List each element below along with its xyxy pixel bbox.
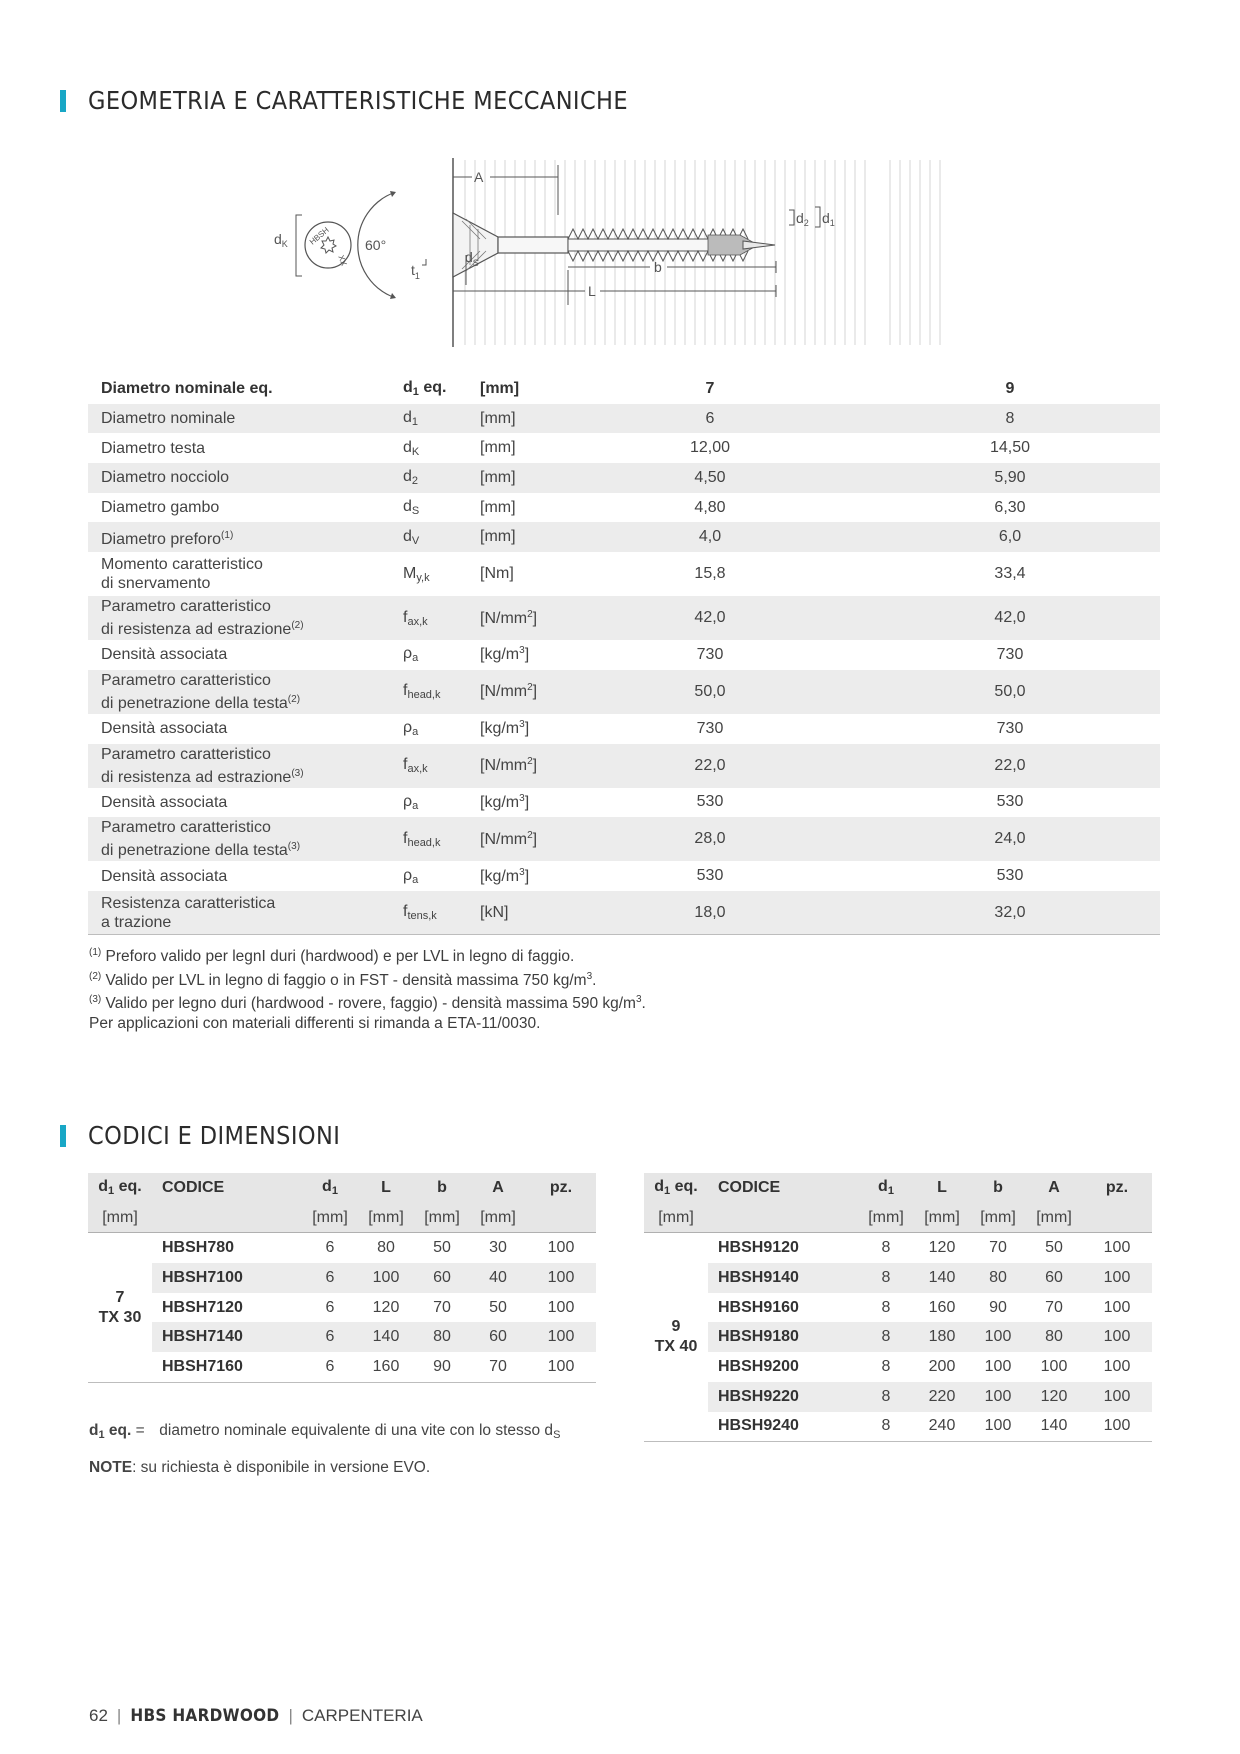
- cell-b: 70: [433, 1298, 451, 1316]
- unit-mm: [mm]: [312, 1208, 348, 1226]
- value-d9: 530: [996, 867, 1024, 885]
- cell-A: 50: [1045, 1239, 1063, 1257]
- table-header-row: [644, 1173, 1152, 1203]
- col-d1: $d_1$: [322, 1178, 338, 1198]
- table-row: [644, 1322, 1152, 1352]
- property-label: Diametro gambo: [101, 499, 220, 517]
- cell-A: 30: [489, 1239, 507, 1257]
- product-code: HBSH7120: [162, 1298, 243, 1316]
- property-label: Diametro testa: [101, 439, 206, 457]
- head-marking-text: HBSH: [307, 225, 331, 247]
- property-unit: [mm]: [480, 498, 516, 516]
- value-d7: 28,0: [694, 830, 726, 848]
- table-row: [644, 1233, 1152, 1263]
- property-unit: [mm]: [480, 439, 516, 457]
- cell-pz: 100: [1082, 1263, 1152, 1293]
- value-d7: 18,0: [694, 903, 726, 921]
- product-code: HBSH9240: [718, 1417, 799, 1435]
- table-header-row: [88, 1173, 596, 1203]
- cell-L: 80: [377, 1239, 395, 1257]
- property-unit: $[kg/m^3]$: [480, 645, 530, 664]
- value-d9: 6,0: [998, 528, 1022, 546]
- cell-L: 200: [928, 1357, 956, 1375]
- property-symbol: $\rho_a$: [403, 645, 419, 665]
- table-row: [644, 1412, 1152, 1442]
- value-d7: 42,0: [694, 609, 726, 627]
- property-unit: $[kg/m^3]$: [480, 719, 530, 738]
- col-codice: CODICE: [162, 1178, 225, 1196]
- product-code: HBSH9180: [708, 1322, 858, 1352]
- property-unit: [mm]: [480, 528, 516, 546]
- cell-b: 80: [970, 1263, 1026, 1293]
- angle-label: 60°: [365, 237, 387, 253]
- cell-d1: 8: [881, 1357, 891, 1375]
- col-d1eq: $d_1$ eq.: [98, 1178, 142, 1198]
- cell-L: 100: [358, 1263, 414, 1293]
- footer-section: CARPENTERIA: [301, 1706, 423, 1725]
- table-row: [88, 493, 1160, 523]
- col-pz: pz.: [549, 1178, 573, 1196]
- property-unit: $[N/mm^2]$: [480, 829, 538, 848]
- footer-brand: HBS HARDWOOD: [130, 1706, 280, 1726]
- footnote: $^{(2)}$ Valido per LVL in legno di faggio o in FST - densità massima 750 $kg/m^3$.: [89, 970, 597, 989]
- property-symbol: $M_{y,k}$: [403, 564, 430, 584]
- value-d9: 8: [1005, 409, 1015, 427]
- unit-mm: [mm]: [924, 1208, 960, 1226]
- col-A: A: [492, 1178, 504, 1196]
- table-row: [88, 891, 1160, 935]
- cell-L: 140: [914, 1263, 970, 1293]
- unit-mm: [mm]: [424, 1208, 460, 1226]
- product-code: HBSH7140: [152, 1322, 302, 1352]
- property-unit: [mm]: [480, 409, 516, 427]
- product-code: HBSH9120: [718, 1239, 799, 1257]
- property-label: Parametro caratteristico di penetrazione della testa$^{(3)}$: [101, 819, 301, 860]
- section-marker: [60, 90, 66, 112]
- table-row: [644, 1352, 1152, 1382]
- table-row: [88, 670, 1160, 714]
- col-codice: CODICE: [718, 1178, 781, 1196]
- table-units-row: [644, 1203, 1152, 1233]
- value-d9: 730: [996, 719, 1024, 737]
- cell-d1: 8: [881, 1298, 891, 1316]
- property-symbol: $f_{ax,k}$: [403, 756, 428, 775]
- property-label: Diametro nominale: [101, 410, 236, 428]
- screw-shank: [498, 237, 568, 253]
- cell-A: 120: [1026, 1382, 1082, 1412]
- header-col-7: 7: [705, 379, 715, 397]
- cell-b: 50: [433, 1239, 451, 1257]
- cell-pz: 100: [526, 1322, 596, 1352]
- cell-b: 100: [984, 1357, 1012, 1375]
- cell-d1: 8: [858, 1263, 914, 1293]
- cell-L: 240: [928, 1417, 956, 1435]
- cell-L: 120: [372, 1298, 400, 1316]
- value-d7: 12,00: [689, 439, 731, 457]
- col-b: b: [993, 1178, 1003, 1196]
- table-row: [88, 1293, 596, 1323]
- property-unit: $[kg/m^3]$: [480, 866, 530, 885]
- property-label: Momento caratteristico di snervamento: [101, 556, 263, 593]
- property-label: Densità associata: [101, 646, 228, 664]
- section-title-geometry: [60, 86, 628, 115]
- property-symbol: $\rho_a$: [403, 719, 419, 739]
- cell-b: 90: [989, 1298, 1007, 1316]
- property-label: Densità associata: [101, 867, 228, 885]
- diameter-group: 9 TX 40: [654, 1318, 698, 1356]
- cell-b: 60: [414, 1263, 470, 1293]
- property-unit: $[N/mm^2]$: [480, 608, 538, 627]
- d2-label: $d_2$: [796, 210, 809, 228]
- product-code: HBSH9220: [708, 1382, 858, 1412]
- value-d7: 730: [696, 645, 724, 663]
- cell-L: 180: [914, 1322, 970, 1352]
- value-d9: 33,4: [994, 565, 1026, 583]
- cell-A: 50: [489, 1298, 507, 1316]
- value-d7: 530: [696, 793, 724, 811]
- cell-b: 70: [989, 1239, 1007, 1257]
- value-d7: 4,0: [698, 528, 722, 546]
- property-symbol: $d_1$: [403, 409, 419, 429]
- property-unit: $[N/mm^2]$: [480, 756, 538, 774]
- cell-d1: 8: [858, 1382, 914, 1412]
- d1-label: $d_1$: [822, 210, 835, 228]
- cell-A: 100: [1040, 1357, 1068, 1375]
- mechanical-properties-table: [88, 374, 1160, 935]
- col-d1: $d_1$: [878, 1178, 894, 1198]
- property-symbol: $f_{head,k}$: [403, 829, 441, 849]
- cell-A: 60: [470, 1322, 526, 1352]
- screw-geometry-diagram: [274, 155, 950, 350]
- head-marking-x: XX: [336, 253, 349, 268]
- table-row: [644, 1263, 1152, 1293]
- property-symbol: $f_{head,k}$: [403, 682, 441, 702]
- table-row: [88, 1263, 596, 1293]
- dim-L-label: L: [588, 283, 596, 299]
- header-unit: [mm]: [480, 379, 520, 397]
- product-code: HBSH7100: [152, 1263, 302, 1293]
- cell-pz: 100: [1103, 1417, 1131, 1435]
- table-header-row: [88, 374, 1160, 404]
- property-symbol: $d_S$: [403, 498, 420, 518]
- unit-mm: [mm]: [658, 1208, 694, 1226]
- unit-mm: [mm]: [480, 1208, 516, 1226]
- property-symbol: $\rho_a$: [403, 866, 419, 886]
- property-unit: $[kg/m^3]$: [480, 792, 530, 811]
- table-units-row: [88, 1203, 596, 1233]
- cell-b: 100: [984, 1417, 1012, 1435]
- cell-d1: 8: [858, 1322, 914, 1352]
- cell-A: 70: [1045, 1298, 1063, 1316]
- col-L: L: [937, 1178, 947, 1196]
- cell-d1: 6: [302, 1322, 358, 1352]
- cell-A: 70: [489, 1357, 507, 1375]
- footnote: $^{(3)}$ Valido per legno duri (hardwood - rovere, faggio) - densità massima 590 $kg/m^3$.: [89, 994, 646, 1012]
- unit-mm: [mm]: [868, 1208, 904, 1226]
- product-code: HBSH9160: [718, 1298, 799, 1316]
- cell-L: 160: [372, 1357, 400, 1375]
- d1eq-legend: $d_1$ eq. = diametro nominale equivalente di una vite con lo stesso $d_S$: [89, 1422, 561, 1441]
- section-marker: [60, 1125, 66, 1147]
- cell-b: 100: [970, 1322, 1026, 1352]
- property-unit: [kN]: [480, 903, 509, 921]
- col-b: b: [437, 1178, 447, 1196]
- screw-tip: [743, 241, 775, 249]
- section-title-codes: [60, 1121, 340, 1150]
- header-label: Diametro nominale eq.: [101, 379, 273, 397]
- value-d9: 5,90: [994, 468, 1026, 486]
- unit-mm: [mm]: [980, 1208, 1016, 1226]
- value-d7: 4,50: [694, 468, 726, 486]
- table-row: [88, 714, 1160, 744]
- col-A: A: [1048, 1178, 1060, 1196]
- cell-d1: 6: [325, 1239, 335, 1257]
- col-d1eq: $d_1$ eq.: [654, 1178, 698, 1198]
- value-d7: 22,0: [694, 756, 726, 774]
- property-symbol: $d_K$: [403, 438, 420, 458]
- table-row: [644, 1293, 1152, 1323]
- cell-L: 120: [928, 1239, 956, 1257]
- table-row: [88, 817, 1160, 861]
- table-row: [88, 433, 1160, 463]
- cell-pz: 100: [547, 1298, 575, 1316]
- property-unit: $[N/mm^2]$: [480, 682, 538, 701]
- header-symbol: $d_1$ eq.: [403, 379, 447, 399]
- dim-b-label: b: [654, 259, 662, 275]
- ds-label: $d_S$: [465, 249, 479, 268]
- header-col-9: 9: [1005, 379, 1015, 397]
- value-d9: 24,0: [994, 830, 1026, 848]
- value-d9: 14,50: [989, 439, 1031, 457]
- property-label: Diametro preforo$^{(1)}$: [101, 529, 234, 548]
- dk-label: $d_K$: [274, 231, 288, 249]
- cell-pz: 100: [1103, 1357, 1131, 1375]
- footnotes: [89, 943, 646, 1033]
- property-label: Parametro caratteristico di resistenza ad estrazione$^{(2)}$: [101, 598, 304, 639]
- product-code: HBSH780: [162, 1239, 235, 1257]
- cell-pz: 100: [1103, 1298, 1131, 1316]
- property-symbol: $f_{ax,k}$: [403, 608, 428, 628]
- table-row: [88, 522, 1160, 552]
- property-label: Parametro caratteristico di penetrazione della testa$^{(2)}$: [101, 671, 301, 712]
- value-d7: 530: [696, 867, 724, 885]
- property-label: Resistenza caratteristica a trazione: [101, 894, 276, 931]
- cell-b: 100: [970, 1382, 1026, 1412]
- cell-b: 90: [433, 1357, 451, 1375]
- cell-d1: 6: [302, 1263, 358, 1293]
- table-row: [88, 552, 1160, 596]
- footnote: $^{(1)}$ Preforo valido per legnI duri (hardwood) e per LVL in legno di faggio.: [89, 947, 575, 965]
- codes-table-right: [644, 1173, 1152, 1442]
- table-row: [88, 1352, 596, 1382]
- value-d9: 22,0: [994, 756, 1026, 774]
- cell-pz: 100: [547, 1357, 575, 1375]
- cell-d1: 6: [325, 1298, 335, 1316]
- value-d9: 6,30: [994, 498, 1026, 516]
- property-unit: [Nm]: [480, 565, 514, 583]
- dim-A-label: A: [474, 169, 484, 185]
- property-label: Densità associata: [101, 793, 228, 811]
- property-symbol: $d_V$: [403, 527, 420, 547]
- cell-d1: 6: [325, 1357, 335, 1375]
- property-label: Parametro caratteristico di resistenza ad estrazione$^{(3)}$: [101, 745, 304, 786]
- col-L: L: [381, 1178, 391, 1196]
- table-row: [88, 788, 1160, 818]
- property-label: Diametro nocciolo: [101, 469, 230, 487]
- table-row: [88, 640, 1160, 670]
- value-d9: 730: [996, 645, 1024, 663]
- cell-A: 60: [1026, 1263, 1082, 1293]
- cell-L: 220: [914, 1382, 970, 1412]
- cell-pz: 100: [1082, 1382, 1152, 1412]
- value-d7: 50,0: [694, 682, 726, 700]
- cell-d1: 8: [881, 1239, 891, 1257]
- property-symbol: $\rho_a$: [403, 792, 419, 812]
- product-code: HBSH9140: [708, 1263, 858, 1293]
- footnote: Per applicazioni con materiali differenti si rimanda a ETA-11/0030.: [89, 1014, 541, 1032]
- table-row: [88, 463, 1160, 493]
- value-d7: 4,80: [694, 498, 726, 516]
- unit-mm: [mm]: [102, 1208, 138, 1226]
- product-code: HBSH9200: [718, 1357, 799, 1375]
- value-d7: 6: [705, 409, 715, 427]
- table-row: [88, 861, 1160, 891]
- codes-table-left: [88, 1173, 596, 1383]
- unit-mm: [mm]: [1036, 1208, 1072, 1226]
- cell-b: 80: [414, 1322, 470, 1352]
- cell-A: 140: [1040, 1417, 1068, 1435]
- page-footer: 62 | HBS HARDWOOD | CARPENTERIA: [89, 1706, 423, 1726]
- table-row: [88, 404, 1160, 434]
- table-row: [88, 1233, 596, 1263]
- cell-d1: 8: [881, 1417, 891, 1435]
- page-number: 62: [89, 1706, 108, 1725]
- property-unit: [mm]: [480, 468, 516, 486]
- value-d9: 50,0: [994, 682, 1026, 700]
- value-d7: 15,8: [694, 565, 726, 583]
- table-row: [88, 596, 1160, 640]
- product-code: HBSH7160: [162, 1357, 243, 1375]
- cell-L: 140: [358, 1322, 414, 1352]
- t1-label: $t_1$: [411, 262, 420, 281]
- value-d9: 32,0: [994, 903, 1026, 921]
- cell-pz: 100: [526, 1263, 596, 1293]
- evo-note: NOTE: su richiesta è disponibile in versione EVO.: [89, 1459, 431, 1476]
- property-label: Densità associata: [101, 720, 228, 738]
- property-symbol: $d_2$: [403, 468, 419, 488]
- cell-pz: 100: [1082, 1322, 1152, 1352]
- cell-L: 160: [928, 1298, 956, 1316]
- cell-A: 40: [470, 1263, 526, 1293]
- section-title-text: GEOMETRIA E CARATTERISTICHE MECCANICHE: [88, 86, 628, 115]
- value-d7: 730: [696, 719, 724, 737]
- section-title-text: CODICI E DIMENSIONI: [88, 1121, 341, 1150]
- unit-mm: [mm]: [368, 1208, 404, 1226]
- table-row: [88, 744, 1160, 788]
- cell-pz: 100: [1103, 1239, 1131, 1257]
- diameter-group: 7 TX 30: [98, 1288, 142, 1326]
- col-pz: pz.: [1105, 1178, 1129, 1196]
- value-d9: 42,0: [994, 609, 1026, 627]
- cell-pz: 100: [547, 1239, 575, 1257]
- cell-A: 80: [1026, 1322, 1082, 1352]
- table-row: [88, 1322, 596, 1352]
- table-row: [644, 1382, 1152, 1412]
- value-d9: 530: [996, 793, 1024, 811]
- property-symbol: $f_{tens,k}$: [403, 903, 437, 923]
